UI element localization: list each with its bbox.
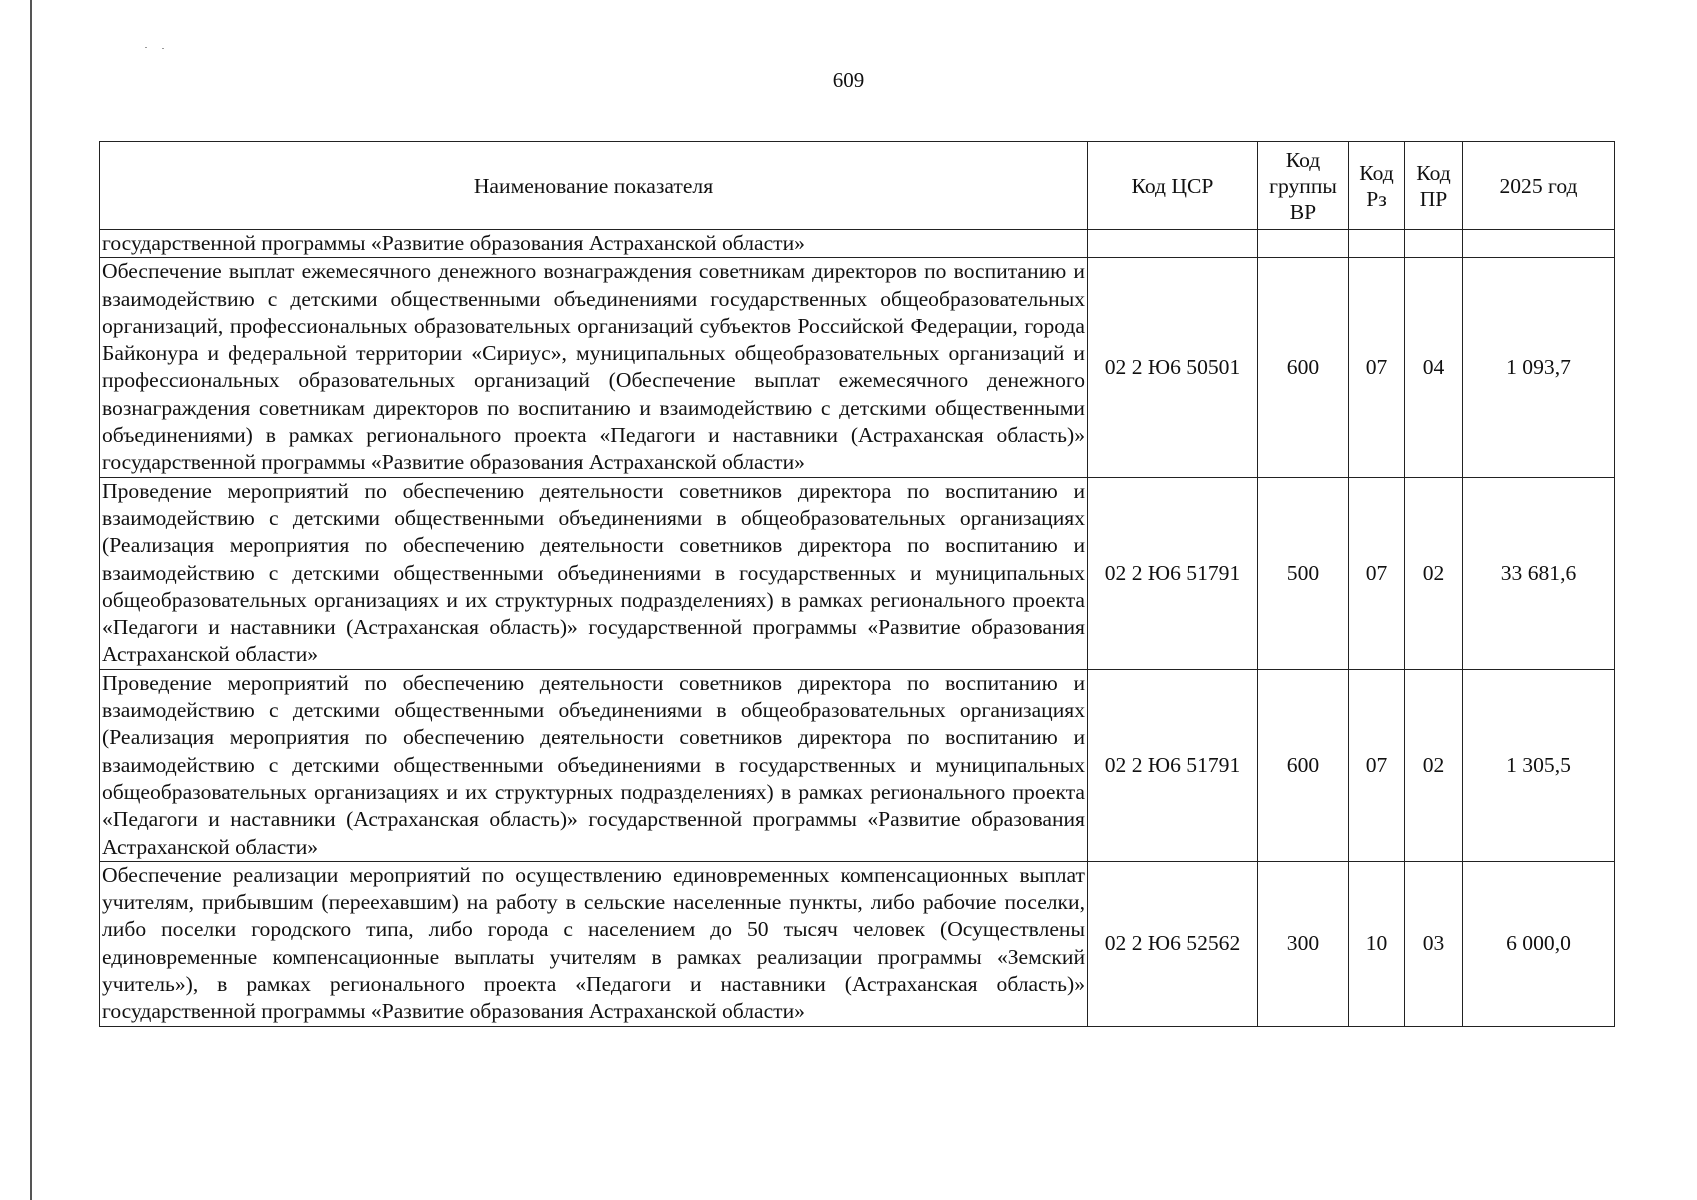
cell-amount-2025: 1 093,7 <box>1463 258 1615 477</box>
cell-rz-code <box>1349 230 1405 258</box>
cell-rz-code: 07 <box>1349 258 1405 477</box>
cell-csr-code: 02 2 Ю6 50501 <box>1088 258 1258 477</box>
cell-csr-code: 02 2 Ю6 52562 <box>1088 861 1258 1026</box>
cell-csr-code: 02 2 Ю6 51791 <box>1088 669 1258 861</box>
cell-csr-code: 02 2 Ю6 51791 <box>1088 477 1258 669</box>
cell-amount-2025: 1 305,5 <box>1463 669 1615 861</box>
table-row-continuation <box>100 230 1615 258</box>
cell-vr-group-code: 600 <box>1258 258 1349 477</box>
cell-rz-code: 07 <box>1349 669 1405 861</box>
scan-left-edge <box>30 0 32 1200</box>
header-year-2025: 2025 год <box>1463 142 1615 230</box>
cell-pr-code: 03 <box>1405 861 1463 1026</box>
cell-amount-2025 <box>1463 230 1615 258</box>
scan-speck <box>145 47 147 48</box>
cell-indicator-name: Обеспечение выплат ежемесячного денежного вознаграждения советникам директоров по воспитанию и взаимодействию с детскими общественными объединениями государственных общеобразовательных организаций, профессиональных образовательных организаций субъектов Российской Федерации, города Байконура и федеральной территории «Сириус», муниципальных общеобразовательных организаций и профессиональных образовательных организаций (Обеспечение выплат ежемесячного денежного вознаграждения советникам директоров по воспитанию и взаимодействию с детскими общественными объединениями) в рамках регионального проекта «Педагоги и наставники (Астраханская область)» государственной программы «Развитие образования Астраханской области» <box>100 258 1088 477</box>
cell-amount-2025: 33 681,6 <box>1463 477 1615 669</box>
cell-amount-2025: 6 000,0 <box>1463 861 1615 1026</box>
header-pr-code: Код ПР <box>1405 142 1463 230</box>
cell-vr-group-code: 300 <box>1258 861 1349 1026</box>
cell-pr-code: 02 <box>1405 669 1463 861</box>
table-row <box>100 258 1615 477</box>
cell-indicator-name: Проведение мероприятий по обеспечению деятельности советников директора по воспитанию и взаимодействию с детскими общественными объединениями в общеобразовательных организациях (Реализация мероприятия по обеспечению деятельности советников директора по воспитанию и взаимодействию с детскими общественными объединениями в государственных и муниципальных общеобразовательных организациях и их структурных подразделениях) в рамках регионального проекта «Педагоги и наставники (Астраханская область)» государственной программы «Развитие образования Астраханской области» <box>100 669 1088 861</box>
cell-vr-group-code <box>1258 230 1349 258</box>
cell-vr-group-code: 500 <box>1258 477 1349 669</box>
cell-rz-code: 07 <box>1349 477 1405 669</box>
table-row <box>100 477 1615 669</box>
table-row <box>100 861 1615 1026</box>
cell-pr-code <box>1405 230 1463 258</box>
cell-pr-code: 02 <box>1405 477 1463 669</box>
page-number: 609 <box>832 68 865 92</box>
cell-indicator-name: Обеспечение реализации мероприятий по осуществлению единовременных компенсационных выплат учителям, прибывшим (переехавшим) на работу в сельские населенные пункты, либо рабочие поселки, либо поселки городского типа, либо города с населением до 50 тысяч человек (Осуществлены единовременные компенсационные выплаты учителям в рамках реализации программы «Земский учитель»), в рамках регионального проекта «Педагоги и наставники (Астраханская область)» государственной программы «Развитие образования Астраханской области» <box>100 861 1088 1026</box>
cell-rz-code: 10 <box>1349 861 1405 1026</box>
cell-csr-code <box>1088 230 1258 258</box>
cell-vr-group-code: 600 <box>1258 669 1349 861</box>
header-rz-code: Код Рз <box>1349 142 1405 230</box>
header-csr-code: Код ЦСР <box>1088 142 1258 230</box>
header-vr-group-code: Код группы ВР <box>1258 142 1349 230</box>
table-header-row <box>100 142 1615 230</box>
scan-speck <box>162 48 164 49</box>
header-indicator-name: Наименование показателя <box>100 142 1088 230</box>
cell-indicator-name: Проведение мероприятий по обеспечению деятельности советников директора по воспитанию и взаимодействию с детскими общественными объединениями в общеобразовательных организациях (Реализация мероприятия по обеспечению деятельности советников директора по воспитанию и взаимодействию с детскими общественными объединениями в государственных и муниципальных общеобразовательных организациях и их структурных подразделениях) в рамках регионального проекта «Педагоги и наставники (Астраханская область)» государственной программы «Развитие образования Астраханской области» <box>100 477 1088 669</box>
table-row <box>100 669 1615 861</box>
budget-table <box>99 141 1615 1027</box>
cell-pr-code: 04 <box>1405 258 1463 477</box>
cell-indicator-name: государственной программы «Развитие образования Астраханской области» <box>100 230 1088 258</box>
